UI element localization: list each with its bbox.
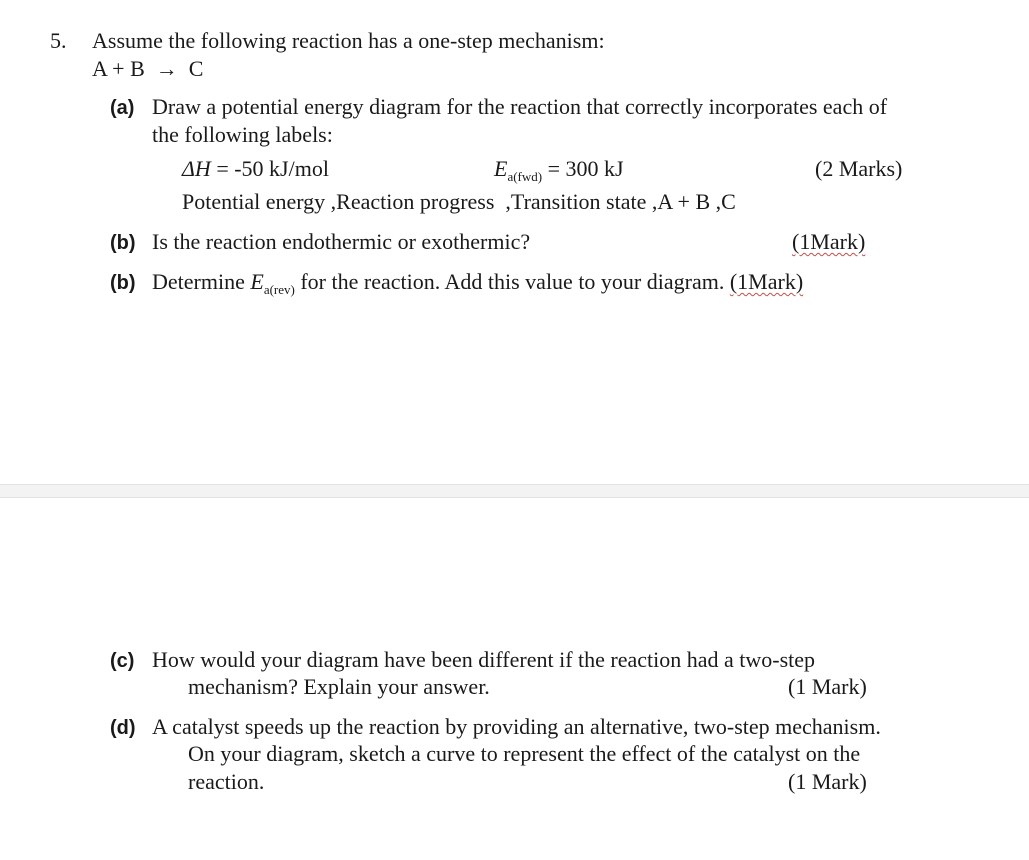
reaction-equation: A + B → C xyxy=(92,56,204,81)
delta-h-symbol: ΔH xyxy=(182,156,211,181)
part-c-label: (c) xyxy=(110,650,135,672)
part-b1-text: Is the reaction endothermic or exothermic? xyxy=(152,229,531,254)
part-d-line3: reaction. xyxy=(188,769,265,794)
part-c-line1: How would your diagram have been different if the reaction had a two-step xyxy=(152,647,816,672)
part-b1-marks: (1Mark) xyxy=(792,229,866,254)
part-a-marks: (2 Marks) xyxy=(815,156,903,181)
ea-reverse-symbol: E xyxy=(250,269,264,294)
part-d-line2: On your diagram, sketch a curve to represent the effect of the catalyst on the xyxy=(188,741,861,766)
part-a-label: (a) xyxy=(110,97,135,119)
question-number: 5. xyxy=(50,28,67,53)
part-d-marks: (1 Mark) xyxy=(788,769,867,794)
part-b2-text-post: for the reaction. Add this value to your diagram. xyxy=(294,269,730,294)
part-b2-label: (b) xyxy=(110,272,136,294)
ea-forward-label xyxy=(494,158,624,183)
part-c-marks: (1 Mark) xyxy=(788,674,867,699)
part-d-line1: A catalyst speeds up the reaction by providing an alternative, two-step mechanism. xyxy=(152,714,881,739)
delta-h-value: = -50 kJ/mol xyxy=(210,156,329,181)
part-a-line1: Draw a potential energy diagram for the reaction that correctly incorporates each of xyxy=(152,94,888,119)
question-intro: Assume the following reaction has a one-step mechanism: xyxy=(92,28,605,53)
ea-reverse-subscript: a(rev) xyxy=(263,282,295,297)
part-a-line2: the following labels: xyxy=(152,122,333,147)
ea-forward-value: = 300 kJ xyxy=(542,156,624,181)
part-b2-text-pre: Determine xyxy=(152,269,251,294)
delta-h-label xyxy=(182,158,329,180)
part-b1-label: (b) xyxy=(110,232,136,254)
ea-forward-symbol: E xyxy=(494,156,508,181)
part-d-label: (d) xyxy=(110,717,136,739)
ea-forward-subscript: a(fwd) xyxy=(507,169,543,184)
part-c-line2: mechanism? Explain your answer. xyxy=(188,674,490,699)
page-break-divider xyxy=(0,484,1029,498)
part-a-labels-list: Potential energy ,Reaction progress ,Transition state ,A + B ,C xyxy=(182,189,736,214)
part-b2-text xyxy=(152,271,803,296)
part-b2-marks: (1Mark) xyxy=(729,269,804,294)
